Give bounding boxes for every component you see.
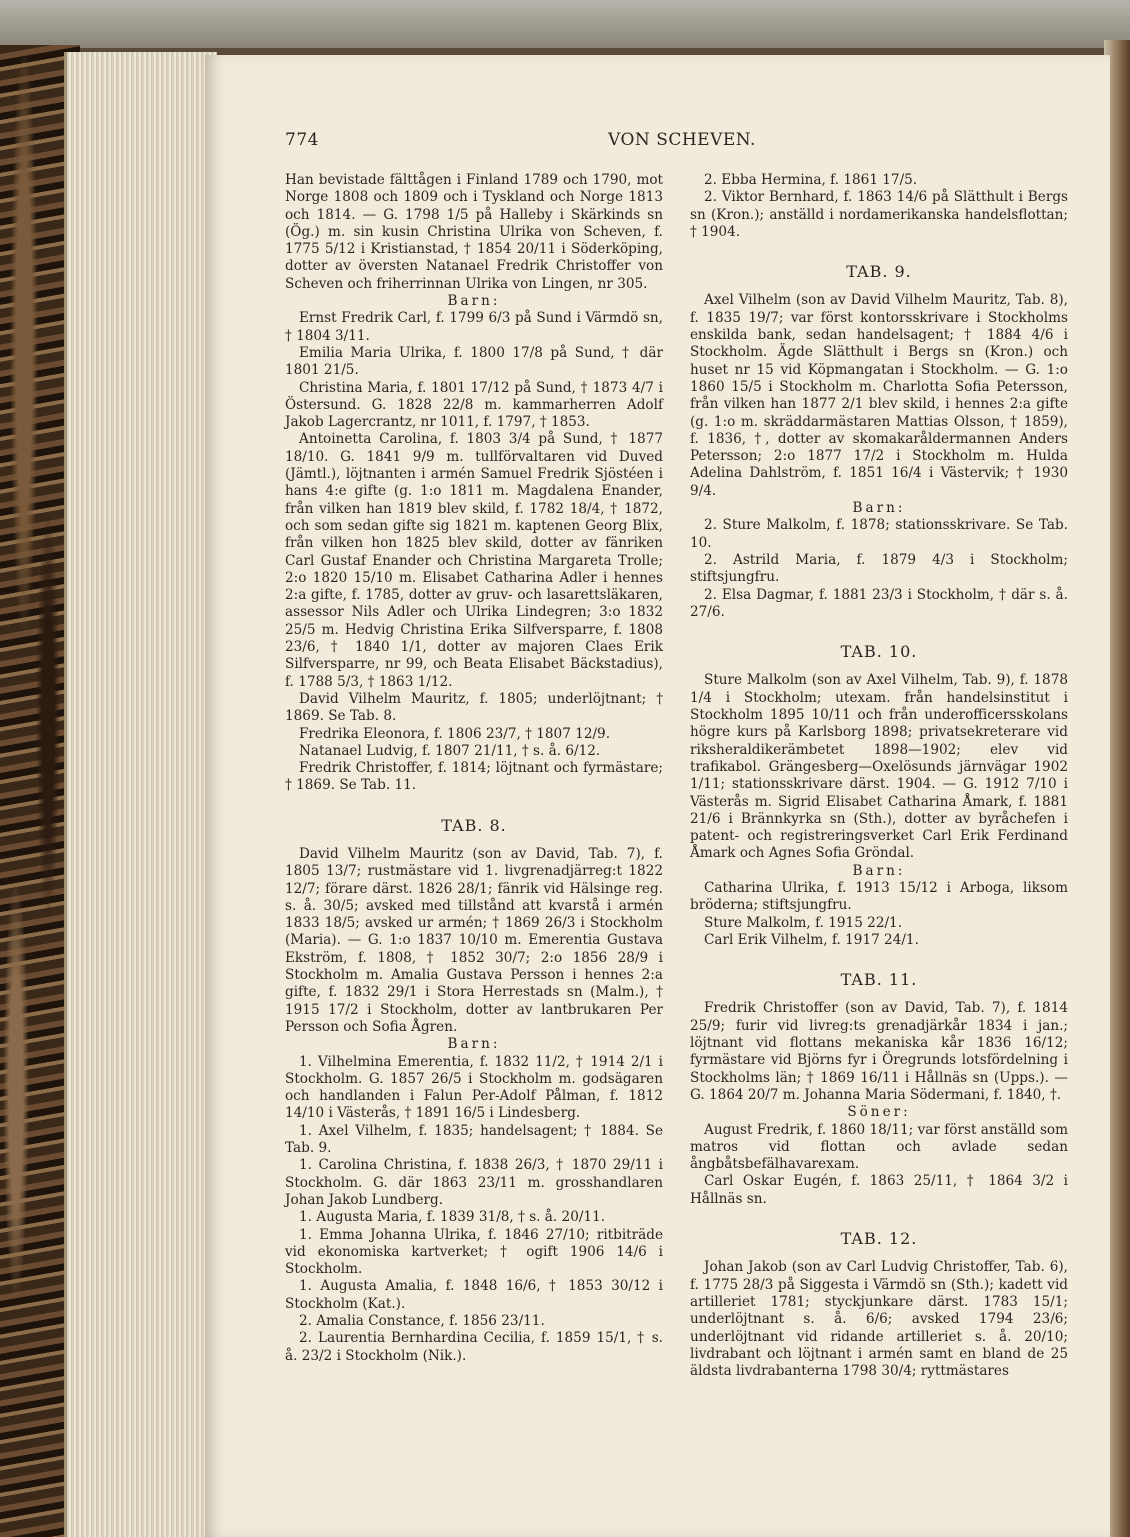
left-column (285, 172, 663, 1365)
entry: Catharina Ulrika, f. 1913 15/12 i Arboga, liksom bröderna; stiftsjungfru. (690, 879, 1068, 914)
entry: 1. Augusta Maria, f. 1839 31/8, † s. å. 20/11. (299, 1209, 606, 1226)
subheading-barn: Barn: (852, 500, 906, 517)
entry: 2. Elsa Dagmar, f. 1881 23/3 i Stockholm, † där s. å. 27/6. (690, 586, 1068, 620)
running-head: VON SCHEVEN. (608, 130, 756, 150)
entry: 2. Ebba Hermina, f. 1861 17/5. (704, 172, 918, 188)
entry: Fredrik Christoffer, f. 1814; löjtnant och fyrmästare; † 1869. Se Tab. 11. (285, 760, 663, 794)
entry: David Vilhelm Mauritz, f. 1805; underlöjtnant; † 1869. Se Tab. 8. (285, 690, 663, 725)
paragraph: Han bevistade fälttågen i Finland 1789 och 1790, mot Norge 1808 och 1809 och i Tyskland och Norge 1813 och 1814. — G. 1798 1/5 på Halleby i Skärkinds sn (Ög.) m. sin kusin Christina Ulrika von Scheven, f. 1775 5/12 i Kristianstad, † 1854 20/11 i Söderköping, dotter av översten Natanael Fredrik Christoffer von Scheven och friherrinnan Ulrika von Lingen, nr 305. (285, 172, 663, 292)
entry: Fredrika Eleonora, f. 1806 23/7, † 1807 12/9. (299, 725, 611, 742)
subheading-barn: Barn: (447, 293, 501, 310)
entry: Antoinetta Carolina, f. 1803 3/4 på Sund, † 1877 18/10. G. 1841 9/9 m. tullförvaltaren vid Duved (Jämtl.), löjtnanten i armén Samuel Fredrik Sjöstéen i hans 4:e gifte (g. 1:o 1811 m. Magdalena Enander, från vilken han 1819 blev skild, f. 1782 18/4, † 1872, och som sedan gifte sig 1821 m. kaptenen Georg Blix, från vilken hon 1825 blev skild, dotter av fänriken Carl Gustaf Enander och Christina Margareta Trolle; 2:o 1820 15/10 m. Elisabet Catharina Adler i hennes 2:a gifte, f. 1785, dotter av gruv- och lasarettsläkaren, assessor Nils Adler och Ulrika Lindegren; 3:o 1832 25/5 m. Hedvig Christina Erika Silfversparre, f. 1808 23/6, † 1840 1/1, dotter av majoren Claes Erik Silfversparre, nr 99, och Beata Elisabet Bäckstadius), f. 1788 5/3, † 1863 1/12. (285, 431, 663, 690)
entry: 2. Astrild Maria, f. 1879 4/3 i Stockholm; stiftsjungfru. (690, 551, 1068, 586)
entry: 2. Viktor Bernhard, f. 1863 14/6 på Slätthult i Bergs sn (Kron.); anställd i nordamerikanska handelsflottan; † 1904. (690, 189, 1068, 240)
section-heading-tab-10: TAB. 10. (840, 642, 918, 662)
section-heading-tab-8: TAB. 8. (441, 815, 507, 835)
right-column (690, 172, 1068, 1380)
entry: Emilia Maria Ulrika, f. 1800 17/8 på Sund, † där 1801 21/5. (285, 344, 663, 379)
paragraph: Axel Vilhelm (son av David Vilhelm Mauritz, Tab. 8), f. 1835 19/7; var först kontorsskrivare i Stockholms enskilda bank, sedan handelsagent; † 1884 4/6 i Stockholm. Ägde Slätthult i Bergs sn (Kron.) och huset nr 15 vid Köpmangatan i Stockholm. — G. 1:o 1860 15/5 i Stockholm m. Charlotta Sofia Petersson, från vilken han 1877 2/1 blev skild, i hennes 2:a gifte (g. 1:o m. skräddarmästaren Mattias Olsson, † 1859), f. 1836, †, dotter av skomakaråldermannen Anders Petersson; 2:o 1877 17/2 i Stockholm m. Hulda Adelina Dahlström, f. 1851 16/4 i Västervik; † 1930 9/4. (690, 292, 1068, 499)
entry: 1. Axel Vilhelm, f. 1835; handelsagent; † 1884. Se Tab. 9. (285, 1122, 663, 1157)
entry: 1. Emma Johanna Ulrika, f. 1846 27/10; ritbiträde vid ekonomiska kartverket; † ogift 1906 14/6 i Stockholm. (285, 1226, 663, 1278)
section-heading-tab-12: TAB. 12. (840, 1229, 918, 1249)
entry: 2. Sture Malkolm, f. 1878; stationsskrivare. Se Tab. 10. (690, 517, 1068, 551)
section-heading-tab-11: TAB. 11. (840, 970, 918, 990)
entry: Natanael Ludvig, f. 1807 21/11, † s. å. 6/12. (299, 742, 601, 759)
entry: 2. Amalia Constance, f. 1856 23/11. (299, 1313, 545, 1329)
paragraph: Sture Malkolm (son av Axel Vilhelm, Tab. 9), f. 1878 1/4 i Stockholm; utexam. från handelsinstitut i Stockholm 1895 10/11 och från underofficersskolans högre kurs på Karlsborg 1898; privatsekreterare vid riksheraldikerämbetet 1898—1902; elev vid trafikabol. Grängesberg—Oxelösunds järnvägar 1902 1/11; stationsskrivare därst. 1904. — G. 1912 7/10 i Västerås m. Sigrid Elisabet Catharina Åmark, f. 1881 21/6 i Brännkyrka sn (Sth.), dotter av byråchefen i patent- och registreringsverket Carl Erik Ferdinand Åmark och Agnes Sofia Gröndal. (690, 672, 1068, 862)
page-stack-edge (64, 52, 217, 1537)
entry: August Fredrik, f. 1860 18/11; var först anställd som matros vid flottan och avlade sedan ångbåtsbefälhavarexam. (690, 1121, 1068, 1173)
entry: 1. Carolina Christina, f. 1838 26/3, † 1870 29/11 i Stockholm. G. där 1863 23/11 m. grosshandlaren Johan Jakob Lundberg. (285, 1157, 663, 1208)
scanner-background (0, 0, 1130, 48)
page-number: 774 (285, 130, 319, 150)
subheading-barn: Barn: (852, 862, 906, 879)
entry: Carl Erik Vilhelm, f. 1917 24/1. (704, 931, 919, 948)
entry: Sture Malkolm, f. 1915 22/1. (704, 914, 903, 931)
paragraph: David Vilhelm Mauritz (son av David, Tab. 7), f. 1805 13/7; rustmästare vid 1. livgrenadjärreg:t 1822 12/7; förare därst. 1826 28/1; fänrik vid Hälsinge reg. s. å. 30/5; avsked med tillstånd att kvarstå i armén 1833 18/5; avsked ur armén; † 1869 26/3 i Stockholm (Maria). — G. 1:o 1837 10/10 m. Emerentia Gustava Ekström, f. 1808, † 1852 30/7; 2:o 1856 28/9 i Stockholm m. Amalia Gustava Persson i hennes 2:a gifte, f. 1832 29/1 i Stora Herrestads sn (Malm.), † 1915 17/2 i Stockholm, dotter av lantbrukaren Per Persson och Sofia Ågren. (285, 845, 663, 1035)
entry: Carl Oskar Eugén, f. 1863 25/11, † 1864 3/2 i Hållnäs sn. (690, 1173, 1068, 1207)
entry: 2. Laurentia Bernhardina Cecilia, f. 1859 15/1, † s. å. 23/2 i Stockholm (Nik.). (285, 1330, 663, 1364)
entry: 1. Augusta Amalia, f. 1848 16/6, † 1853 30/12 i Stockholm (Kat.). (285, 1278, 663, 1312)
entry: Ernst Fredrik Carl, f. 1799 6/3 på Sund i Värmdö sn, † 1804 3/11. (285, 310, 663, 344)
paragraph: Johan Jakob (son av Carl Ludvig Christoffer, Tab. 6), f. 1775 28/3 på Siggesta i Värmdö sn (Sth.); kadett vid artilleriet 1781; styckjunkare därst. 1783 15/1; underlöjtnant s. å. 6/6; avsked 1794 23/6; underlöjtnant vid ridande artilleriet s. å. 20/10; livdrabant och löjtnant i armén samt en bland de 25 äldsta livdrabanterna 1798 30/4; ryttmästares (690, 1259, 1068, 1380)
entry: Christina Maria, f. 1801 17/12 på Sund, † 1873 4/7 i Östersund. G. 1828 22/8 m. kammarherren Adolf Jakob Lagercrantz, nr 1011, f. 1797, † 1853. (285, 379, 663, 431)
subheading-soner: Söner: (847, 1104, 911, 1121)
subheading-barn: Barn: (447, 1036, 501, 1053)
entry: 1. Vilhelmina Emerentia, f. 1832 11/2, † 1914 2/1 i Stockholm. G. 1857 26/5 i Stockholm m. godsägaren och handlanden i Falun Per-Adolf Pålman, f. 1812 14/10 i Västerås, † 1891 16/5 i Lindesberg. (285, 1053, 663, 1122)
section-heading-tab-9: TAB. 9. (846, 262, 912, 282)
paragraph: Fredrik Christoffer (son av David, Tab. 7), f. 1814 25/9; furir vid livreg:ts grenadjärkår 1834 i jan.; löjtnant vid flottans mekaniska kår 1836 16/12; fyrmästare vid Björns fyr i Öregrunds lotsfördelning i Stockholms län; † 1869 16/11 i Hållnäs sn (Upps.). — G. 1864 20/7 m. Johanna Maria Södermani, f. 1840, †. (690, 1000, 1068, 1103)
